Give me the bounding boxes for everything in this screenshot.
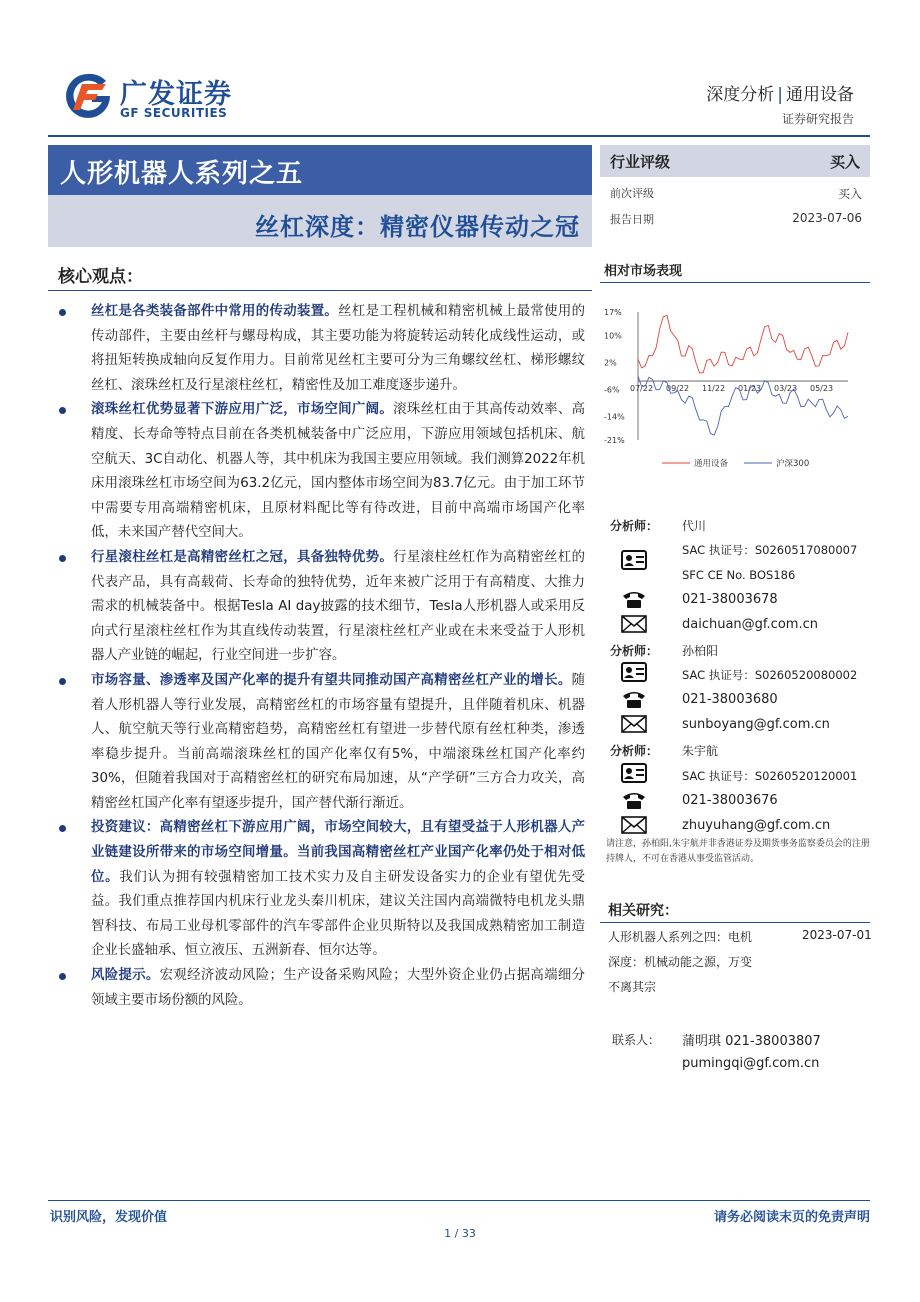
id-card-icon [620,762,648,784]
rating-header [600,145,870,177]
contact-name-phone: 蒲明琪 021-38003807 [682,1034,821,1049]
bullet-item [55,398,585,546]
x-tick-label: 09/22 [666,384,690,394]
analyst-name: 朱宇航 [682,744,719,758]
related-report-title-cont[interactable]: 不离其宗 [608,980,657,994]
analyst-sac: SAC 执证号：S0260517080007 [682,543,858,557]
compliance-note: 请注意，孙柏阳,朱宇航并非香港证券及期货事务监察委员会的注册持牌人，不可在香港从事受监管活动。 [606,839,870,864]
rating-value: 买入 [829,153,860,171]
previous-rating-value: 买入 [837,187,862,201]
bullet-item [55,669,585,817]
bullet-item [55,816,585,964]
separator: | [777,85,783,105]
phone-icon [620,688,648,710]
analyst-sfc: SFC CE No. BOS186 [682,568,796,582]
x-tick-label: 03/23 [774,384,798,394]
bullet-dot-icon [59,555,66,562]
analyst-phone: 021-38003678 [682,592,778,607]
analyst-sac: SAC 执证号：S0260520120001 [682,769,858,783]
id-card-icon [620,549,648,571]
y-tick-label: 17% [604,308,622,317]
analyst-label: 分析师： [610,519,659,533]
analyst-phone: 021-38003676 [682,793,778,808]
bullet-item [55,300,585,398]
report-sector: 通用设备 [786,85,854,105]
previous-rating-row [600,177,870,203]
bullet-item [55,964,585,1013]
title-box [48,145,592,247]
bullet-lead: 行星滚柱丝杠是高精密丝杠之冠，具备独特优势。 [91,549,394,565]
analyst-label: 分析师： [610,644,659,658]
series-line-equipment [638,315,848,373]
bullet-text: 我们认为拥有较强精密加工技术实力及自主研发设备实力的企业有望优先受益。我们重点推荐国内机床行业龙头秦川机床，建议关注国内高端微特电机龙头鼎智科技、布局工业母机零部件的汽车零部件企业贝斯特以及我国成熟精密加工制造企业长盛轴承、恒立液压、五洲新春、恒尔达等。 [91,869,586,959]
market-divider [600,282,870,283]
bullet-text: 行星滚柱丝杠作为高精密丝杠的代表产品，具有高载荷、长寿命的独特优势，近年来被广泛用于有高精度、大推力需求的机械装备中。根据Tesla AI day披露的技术细节，Tesla人形机器人或采用反向式行星滚柱丝杠作为其直线传动装置，行星滚柱丝杠产业或在未来受益于人形机器人产业链的崛起，行业空间进一步扩容。 [91,549,586,664]
email-icon [620,814,648,836]
bullet-lead: 风险提示。 [91,968,160,984]
bullet-dot-icon [59,309,66,316]
core-bullets [55,300,585,1013]
rating-panel [600,145,870,229]
report-header [48,62,870,132]
id-card-icon [620,661,648,683]
bullet-lead: 投资建议：高精密丝杠下游应用广阔，市场空间较大，且有望受益于人形机器人产业链建设所带来的市场空间增量。当前我国高精密丝杠产业国产化率仍处于相对低位。 [91,820,585,885]
bullet-text: 宏观经济波动风险；生产设备采购风险；大型外资企业仍占据高端细分领域主要市场份额的风险。 [91,968,586,1008]
email-icon [620,713,648,735]
analyst-email[interactable]: sunboyang@gf.com.cn [682,717,830,732]
x-tick-label: 05/23 [810,384,834,394]
x-tick-label: 07/22 [630,384,654,394]
analyst-name: 孙柏阳 [682,644,719,658]
related-research-header [600,898,870,920]
x-tick-label: 01/23 [738,384,762,394]
y-tick-label: -14% [604,412,625,422]
x-tick-label: 11/22 [702,384,726,394]
report-date-label: 报告日期 [610,213,654,226]
previous-rating-label: 前次评级 [610,187,654,200]
analyst-email[interactable]: daichuan@gf.com.cn [682,617,818,632]
bullet-dot-icon [59,678,66,685]
related-divider [600,922,870,923]
series-title: 人形机器人系列之五 [48,145,592,195]
email-icon [620,613,648,635]
bullet-text: 丝杠是工程机械和精密机械上最常使用的传动部件，主要由丝杆与螺母构成，其主要功能为将旋转运动转化成线性运动，或将扭矩转换成轴向反复作用力。目前常见丝杠主要可分为三角螺纹丝杠、梯形螺纹丝杠、滚珠丝杠及行星滚柱丝杠，精密性及加工难度逐步递升。 [91,304,586,393]
bullet-lead: 滚珠丝杠优势显著下游应用广泛，市场空间广阔。 [91,402,394,418]
report-date-value: 2023-07-06 [792,211,862,225]
report-date-row [600,203,870,229]
bullet-lead: 丝杠是各类装备部件中常用的传动装置。 [91,304,339,319]
bullet-dot-icon [59,973,66,980]
page-number: 1 / 33 [444,1227,476,1240]
bullet-text: 随着人形机器人等行业发展，高精密丝杠的市场容量有望提升，且伴随着机床、机器人、航空航天等行业高精密趋势，高精密丝杠有望进一步替代原有丝杠种类，渗透率稳步提升。当前高端滚珠丝杠的国产化率仅有5%，中端滚珠丝杠国产化率约30%，但随着我国对于高精密丝杠的研究布局加速，从“产学研”三方合力攻关，高精密丝杠国产化率有望逐步提升，国产替代渐行渐近。 [91,672,585,811]
footer-disclaimer-link[interactable]: 请务必阅读末页的免责声明 [713,1210,870,1225]
footer-divider [48,1200,870,1201]
report-category [706,80,854,105]
logo-english-name: GF SECURITIES [120,106,228,120]
bullet-text: 滚珠丝杠由于其高传动效率、高精度、长寿命等特点目前在各类机械装备中广泛应用，下游应用领域包括机床、航空航天、3C自动化、机器人等，其中机床为我国主要应用领域。我们测算2022年机床用滚珠丝杠市场空间为63.2亿元，国内整体市场空间为83.7亿元。由于加工环节中需要专用高端精密机床，且原材料配比等有待改进，目前中高端市场国产化率低，未来国产替代空间大。 [91,402,586,541]
gf-logo-icon [62,70,114,122]
contact-email[interactable]: pumingqi@gf.com.cn [682,1056,820,1071]
related-report-title[interactable]: 人形机器人系列之四：电机 [608,930,753,944]
market-performance-chart [604,300,870,480]
market-performance-title: 相对市场表现 [604,264,683,279]
y-tick-label: -6% [604,385,620,395]
footer-slogan: 识别风险，发现价值 [50,1210,168,1225]
bullet-item [55,546,585,669]
report-type: 证券研究报告 [781,112,854,126]
bullet-dot-icon [59,407,66,414]
analyst-sac: SAC 执证号：S0260520080002 [682,668,858,682]
bullet-dot-icon [59,825,66,832]
legend-label-equipment: 通用设备 [694,459,729,469]
y-tick-label: 2% [604,358,617,368]
phone-icon [620,789,648,811]
analyst-email[interactable]: zhuyuhang@gf.com.cn [682,818,831,833]
related-report-date: 2023-07-01 [802,928,872,942]
bullet-lead: 市场容量、渗透率及国产化率的提升有望共同推动国产高精密丝杠产业的增长。 [91,672,572,688]
legend-label-csi300: 沪深300 [776,459,810,469]
phone-icon [620,588,648,610]
header-divider [48,135,870,137]
logo-chinese-name: 广发证券 [120,79,232,110]
related-report-title[interactable]: 深度：机械动能之源，万变 [608,955,753,969]
core-view-title: 核心观点： [58,267,143,287]
contact-label: 联系人： [612,1033,661,1047]
report-kind: 深度分析 [706,85,775,105]
analyst-name: 代川 [682,519,707,533]
analyst-phone: 021-38003680 [682,692,778,707]
analyst-label: 分析师： [610,744,659,758]
y-tick-label: 10% [604,331,622,341]
core-divider [48,290,592,291]
main-title: 丝杠深度：精密仪器传动之冠 [48,195,592,247]
related-research-title: 相关研究： [608,903,678,919]
rating-label: 行业评级 [610,153,671,171]
y-tick-label: -21% [604,436,625,445]
